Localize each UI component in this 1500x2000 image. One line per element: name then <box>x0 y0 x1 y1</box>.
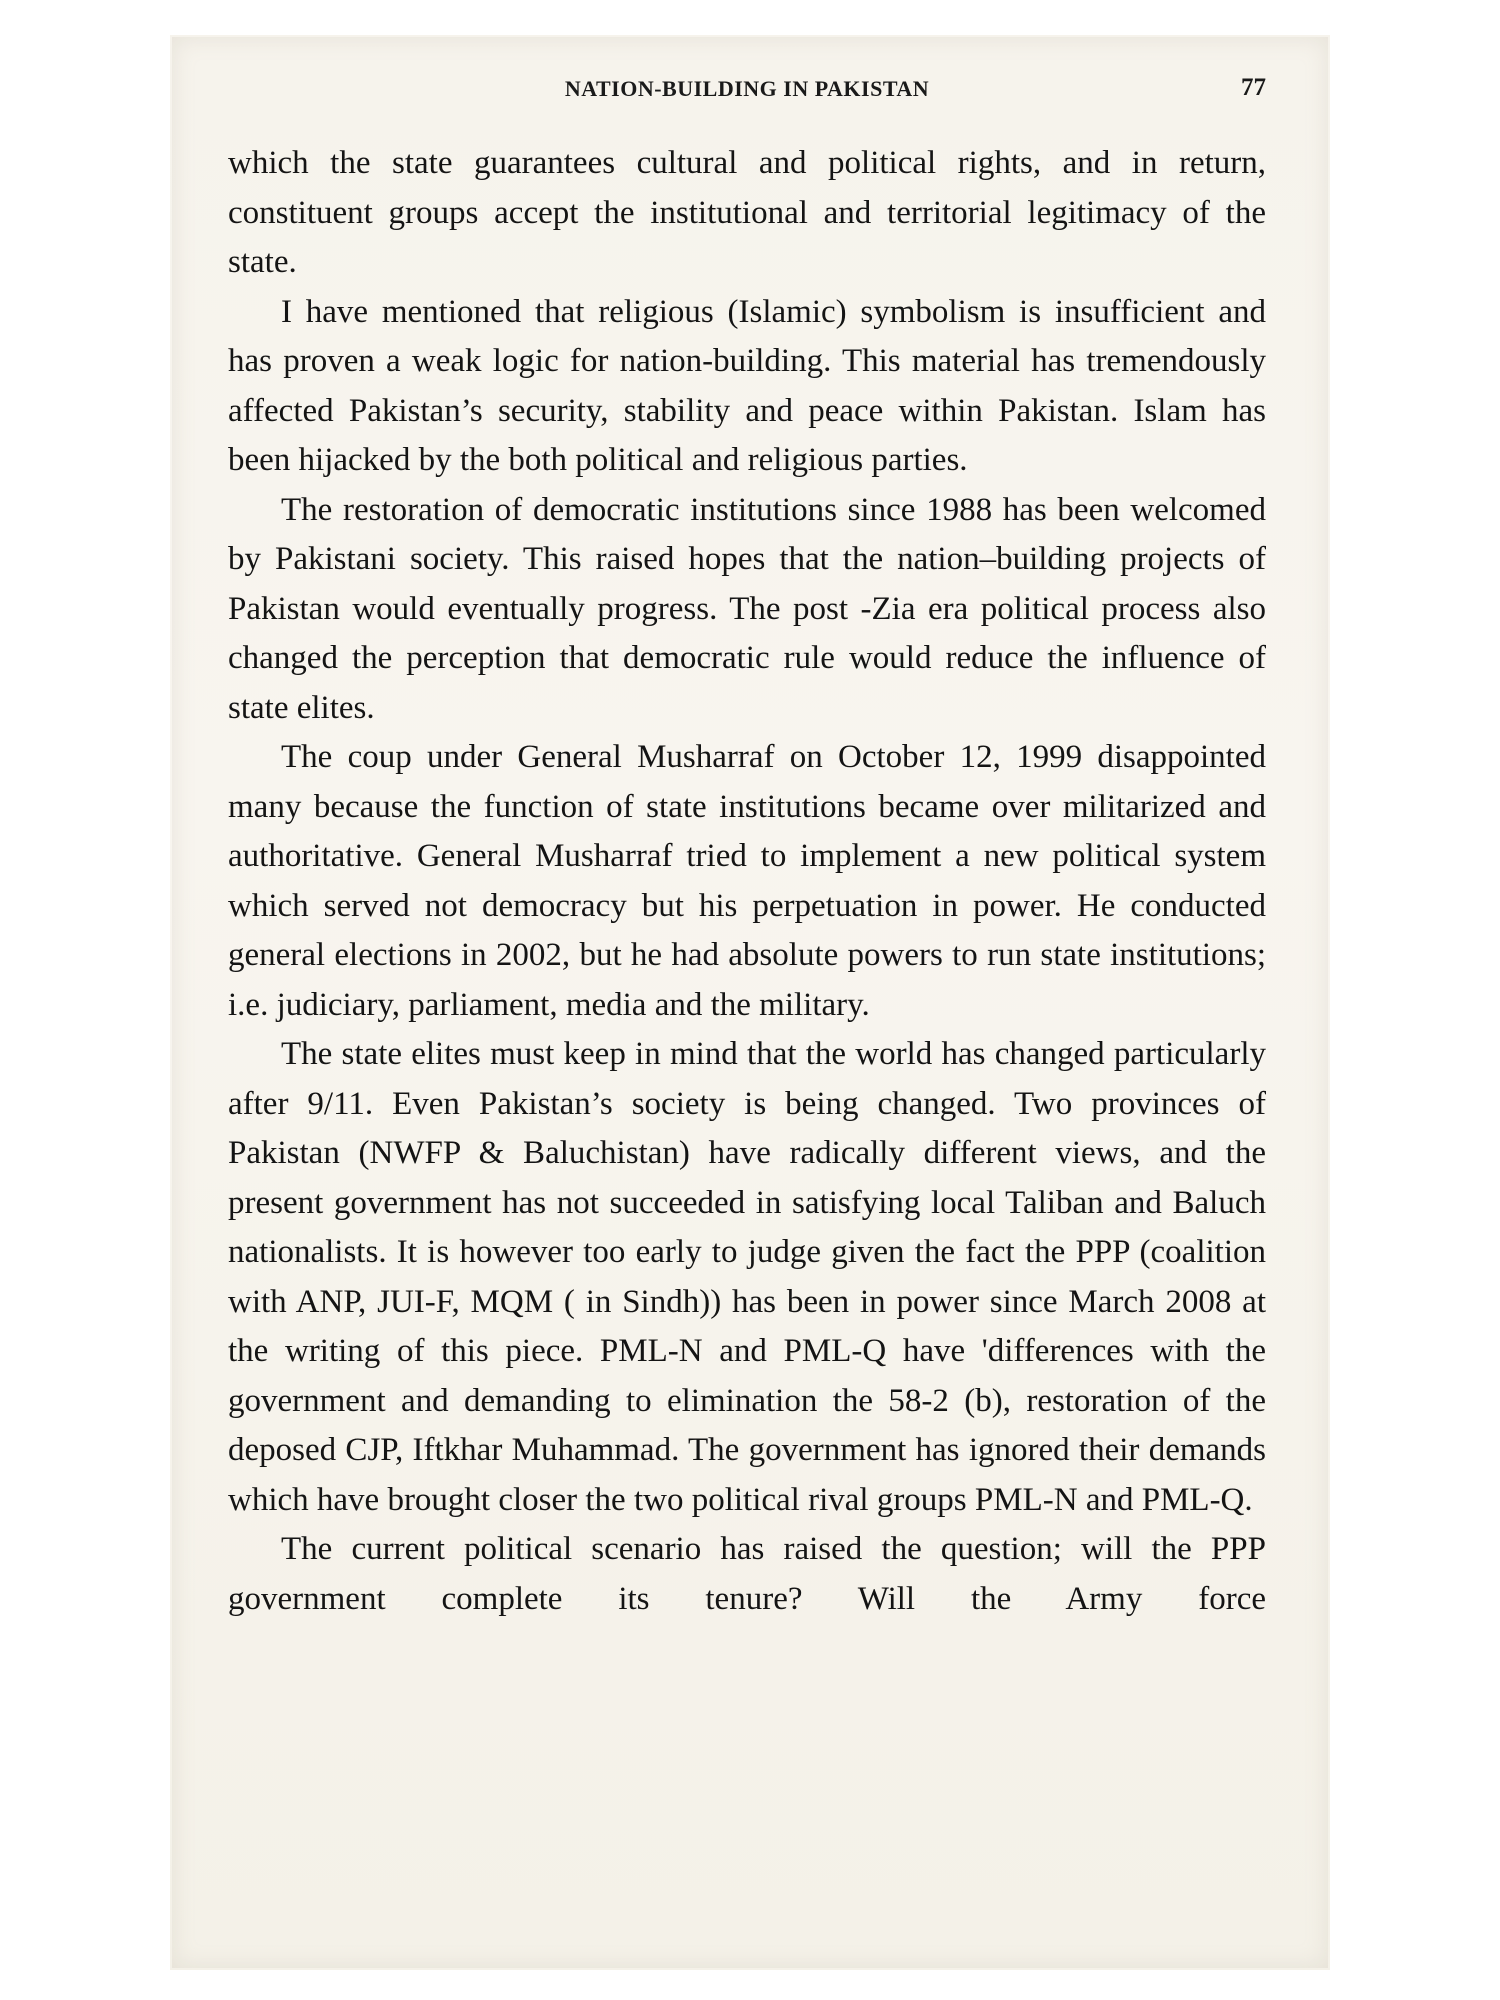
paragraph-democratic-restoration: The restoration of democratic institutions since 1988 has been welcomed by Pakistani society. This raised hopes that the nation–building projects of Pakistan would eventually progress. The post -Zia era political process also changed the perception that democratic rule would reduce the influence of state elites. <box>228 491 1266 726</box>
running-title: NATION-BUILDING IN PAKISTAN <box>564 76 930 101</box>
paragraph-political-scenario: The current political scenario has raised the question; will the PPP government complete its tenure? Will the Army force <box>228 1531 1266 1617</box>
paragraph-religious-symbolism: I have mentioned that religious (Islamic) symbolism is insufficient and has proven a weak logic for nation-building. This material has tremendously affected Pakistan’s security, stability and peace within Pakistan. Islam has been hijacked by the both political and religious parties. <box>228 293 1266 478</box>
page-header <box>228 76 1266 116</box>
paragraph-state-elites: The state elites must keep in mind that the world has changed particularly after 9/11. Even Pakistan’s society is being changed. Two provinces of Pakistan (NWFP & Baluchistan) have radically different views, and the present government has not succeeded in satisfying local Taliban and Baluch nationalists. It is however too early to judge given the fact the PPP (coalition with ANP, JUI-F, MQM ( in Sindh)) has been in power since March 2008 at the writing of this piece. PML-N and PML-Q have 'differences with the government and demanding to elimination the 58-2 (b), restoration of the deposed CJP, Iftkhar Muhammad. The government has ignored their demands which have brought closer the two political rival groups PML-N and PML-Q. <box>228 1036 1266 1518</box>
paragraph-continued: which the state guarantees cultural and political rights, and in return, constituent groups accept the institutional and territorial legitimacy of the state. <box>228 145 1266 280</box>
paragraph-musharraf-coup: The coup under General Musharraf on October 12, 1999 disappointed many because the function of state institutions became over militarized and authoritative. General Musharraf tried to implement a new political system which served not democracy but his perpetuation in power. He conducted general elections in 2002, but he had absolute powers to run state institutions; i.e. judiciary, parliament, media and the military. <box>228 739 1266 1023</box>
body-text <box>228 139 1266 1624</box>
page-number: 77 <box>1241 74 1266 101</box>
